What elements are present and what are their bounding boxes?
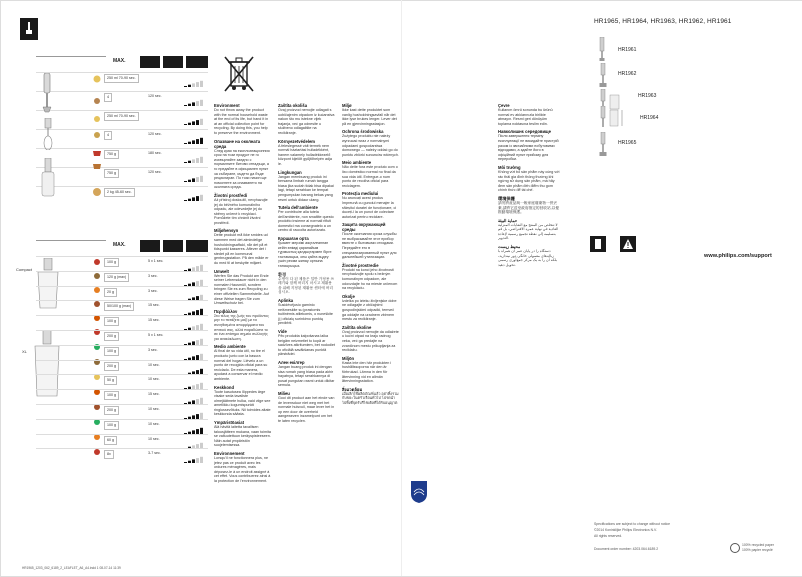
speed-indicator	[182, 74, 204, 92]
speed-bars-icon	[182, 80, 204, 87]
table-row-line	[36, 148, 208, 149]
section-text: Ikke kast dette produktet som vanlig husholdningsavfall når det ikke lyse brukes lenger. Lever det på en gjenvinningsstasjon.	[342, 108, 397, 126]
product-label-3: HR1963	[638, 93, 657, 99]
speed-indicator	[182, 188, 204, 206]
table-row-speed: 10 sec.	[148, 362, 160, 367]
section-text: Jangan buang produk ini dengan sisa rumah yang biasa pada akhir hayatnya, tetapi serahkannya di pusat pungutan rasmi untuk dikitar semula.	[278, 364, 335, 388]
section-text: เมื่อเลิกใช้ผลิตภัณฑ์แล้ว อย่าทิ้งรวมกับขยะในครัวเรือนทั่วไป โปรดนำไปทิ้งที่จุดรับรีไซเคิลที่ได้รับอนุญาต	[342, 391, 399, 405]
section-text: Não deite fora este produto com o lixo doméstico normal no final da sua vida útil. Entregue-o num ponto de recolha oficial para reciclagem.	[342, 165, 398, 188]
section-heading: Umwelt	[214, 268, 229, 274]
speed-indicator	[182, 93, 204, 111]
prod-img-2	[598, 63, 608, 87]
speed-indicator	[182, 131, 204, 149]
product-label-5: HR1965	[618, 140, 637, 146]
top-table-header	[36, 56, 208, 68]
table-row-speed: 10 sec.	[148, 436, 160, 441]
section-text: Қызмет мерзімі аяқталғаннан кейін өнімді қарапайым тұрмыстық қалдықтармен бірге тастамаңыз, оны қайта өңдеу үшін ресми жинау орнына тапсырыңыз.	[278, 241, 332, 269]
speed-bars-icon	[182, 194, 204, 201]
section-heading: Životné prostredie	[342, 262, 379, 268]
table-row-value: 750 g	[104, 150, 119, 159]
section-text: Στο τέλος της ζωής του προϊόντος μην το πετάξετε μαζί με τα συνηθισμένα απορρίμματα του σπιτιού σας, αλλά παραδώστε το σε ένα επίσημο σημείο συλλογής για ανακύκλωση.	[214, 313, 269, 341]
table-row-value: 4	[104, 131, 112, 140]
table-row-value: 50 g	[104, 376, 117, 385]
section-heading: Životní prostředí	[214, 192, 248, 198]
section-text: Al final de su vida útil, no tire el producto junto con la basura normal del hogar. Llévelo a un punto de recogida oficial para su reciclado. De esta manera, ayudará a conservar el medio ambiente.	[214, 349, 268, 381]
table-row-line	[36, 286, 208, 287]
speed-bars-icon	[182, 99, 204, 106]
brand-logo-box	[20, 18, 38, 40]
table-row-speed: 120 sec.	[148, 94, 162, 98]
table-row-speed: 10 sec.	[148, 421, 160, 426]
section-heading: Lingkungan	[278, 169, 302, 175]
product-label-2: HR1962	[618, 71, 637, 77]
section-heading: Környezetvédelem	[278, 138, 316, 144]
table-row-value: 100 g	[104, 317, 119, 326]
speed-bars-icon	[182, 156, 204, 163]
section-heading: Tutela dell'ambiente	[278, 205, 318, 211]
section-heading: Ален екілгер	[278, 359, 305, 365]
section-heading: Milieu	[278, 390, 290, 396]
section-heading: Защита окружающей среды	[342, 222, 386, 233]
document-number: Document order number: 4203.064.6189.2	[594, 547, 659, 551]
table-row-line	[36, 330, 208, 331]
bottom-table-header	[36, 240, 208, 252]
table-row-speed: 120 sec.	[148, 132, 162, 136]
support-website[interactable]: www.philips.com/support	[704, 253, 772, 259]
table-row-speed: 3-7 sec.	[148, 451, 161, 456]
compact-label: Compact	[16, 267, 33, 272]
section-heading: Περιβάλλον	[214, 308, 238, 314]
speed-bars-icon	[182, 456, 204, 463]
speed-indicator	[182, 450, 204, 468]
table-row-line	[36, 315, 208, 316]
table-row-value: 250 ml 70-90 sec.	[104, 112, 139, 121]
section-text: Až přístroj dosloužil, nevyhazujte jej do běžného komunálního odpadu, ale odevzdejte jej do sběrny určené k recyklaci. Pomůžete tím chránit životní prostředí.	[214, 197, 268, 225]
section-text: Nu aruncați acest produs împreună cu gunoiul menajer la sfârșitul duratei de funcționare, ci duceți-l la un punct de colectare autorizat pentru reciclare.	[342, 196, 397, 219]
table-row-value: 8x	[104, 450, 114, 459]
section-heading: 環境保護	[498, 195, 515, 201]
table-row-line	[36, 434, 208, 435]
table-row-line	[36, 129, 208, 130]
section-heading: Okolje	[342, 293, 355, 299]
section-heading: Miljön	[342, 355, 355, 361]
section-heading: Ochrona środowiska	[342, 129, 384, 135]
table-row-speed: 5 x 1 sec.	[148, 333, 164, 337]
product-label-1: HR1961	[618, 47, 637, 53]
product-label-4: HR1964	[640, 115, 659, 121]
copyright: ©2014 Koninklijke Philips Electronics N.V.	[594, 528, 657, 532]
section-heading: Vide	[278, 328, 287, 334]
recycle-paper-icon	[730, 543, 740, 553]
table-row-line	[36, 374, 208, 375]
section-text: Pēc produkta kalpošanas laika beigām neizmetiet to kopā ar sadzīves atkritumiem, bet nododiet to oficiālā savākšanas punktā pārstrādei.	[278, 333, 335, 357]
table-row-value: 50/100 g (max)	[104, 302, 134, 311]
file-slug: HR1965_1203_062_6189_2_LEAFLET_A6_A4.indd 1 08-07-14 11:39	[22, 566, 121, 570]
speed-bars-icon	[182, 118, 204, 125]
xl-label: XL	[22, 349, 27, 354]
whisk-image	[41, 118, 55, 150]
table-row-line	[36, 404, 208, 405]
section-text: Produkt na konci jeho životnosti nevyhadzujte spolu s bežným komunálnym odpadom, ale odovzdajte ho na mieste určenom na recykláciu.	[342, 267, 398, 291]
section-text: После окончания срока службы не выбрасывайте этот прибор вместе с бытовыми отходами. Передайте его в специализированный пункт для дальнейшей утилизации.	[342, 232, 397, 260]
header-block-1	[140, 56, 160, 68]
info-box-icon	[590, 236, 606, 252]
max-label-top: MAX.	[113, 58, 126, 64]
philips-shield-icon	[410, 480, 428, 504]
prod-img-5	[598, 132, 608, 156]
section-heading: Miljøhensyn	[214, 228, 239, 234]
section-text: След края на експлоатационния срок на този продукт не го изхвърляйте заедно с нормалните битови отпадъци, а го предайте в официален пункт за събиране, където да бъде рециклиран. По този начин ще помогнете за опазването на околната среда.	[214, 148, 270, 190]
header-block-5	[163, 240, 183, 252]
section-heading: 환경	[278, 271, 287, 277]
section-text: 수명이 다 된 제품은 일반 가정용 쓰레기와 함께 버리지 마시고 재활용을 위해 지정된 재활용 센터에 버리십시오.	[278, 276, 335, 295]
table-row-line	[36, 110, 208, 111]
section-text: Kasta inte den här produkten i hushållssoporna när den är förbrukad. Lämna in den för återvinning vid en allmän återvinningsstation.	[342, 360, 392, 384]
section-heading: Aplinka	[278, 298, 294, 303]
section-text: Ovaj proizvod nemojte odlagati s uobičajenim otpadom iz kućanstva nakon što mu istekne vijek trajanja, već ga odnesite u službeno odlagalište na recikliranje.	[278, 108, 335, 135]
section-text: Jangan membuang produk ini bersama limbah rumah tangga biasa jika sudah tidak bisa dipakai lagi, tetapi serahkan ke tempat pengumpulan barang bekas yang resmi untuk didaur ulang.	[278, 174, 334, 202]
section-heading: حماية البيئة	[498, 217, 518, 223]
table-row-line	[36, 72, 208, 73]
section-heading: Навколишнє середовище	[498, 129, 551, 135]
table-row-value: 100 g	[104, 258, 119, 267]
table-row-value: 100 g	[104, 347, 119, 356]
text-column-4	[498, 100, 560, 270]
table-row-line	[36, 186, 208, 187]
section-heading: Environment	[214, 103, 240, 108]
prod-img-1	[598, 37, 606, 61]
table-row-value: 200 g	[104, 332, 119, 341]
table-row-line	[36, 360, 208, 361]
max-label-bottom: MAX.	[113, 242, 126, 248]
rights: All rights reserved.	[594, 534, 623, 538]
section-text: دستگاه را در پایان عمر آن همراه با زباله‌های معمولی خانگی دور نیندازید، بلکه آن را به یک مرکز جمع‌آوری رسمی تحویل دهید.	[498, 249, 558, 267]
section-text: Dette produkt må ikke smides ud sammen med det almindelige husholdningsaffald, når det på et tidspunkt kasseres. Aflever det i stedet på en kommunal genbrugsstation. På den måde er du med til at beskytte miljøet.	[214, 233, 269, 266]
section-heading: Ympäristöasiat	[214, 420, 245, 426]
section-heading: Medio ambiente	[214, 344, 246, 350]
section-heading: Keskkond	[214, 384, 235, 390]
spec-notice: Specifications are subject to change without notice	[594, 522, 670, 526]
section-text: Kullanım ömrü sonunda bu ürünü normal ev atıklarınızla birlikte atmayın. Resmi geri dönüşüm toplama noktasına teslim edin.	[498, 108, 553, 126]
speed-bars-icon	[182, 175, 204, 182]
section-heading: محیط زیست	[498, 244, 521, 250]
table-row-value: 120 g (max)	[104, 273, 129, 282]
speed-indicator	[182, 169, 204, 187]
section-heading: Zaštita okoliša	[278, 103, 308, 108]
weee-bin-icon	[222, 52, 256, 94]
section-text: Do not throw away the product with the normal household waste at the end of its life, but hand it in at an official collection point for recycling. By doing this, you help to preserve the environment.	[214, 108, 269, 135]
section-text: Susidėvėjusio gaminio neišmeskite su įprastomis buitinėmis atliekomis, o nuneškite jį į oficialų surinkimo punktą perdirbti.	[278, 303, 333, 326]
prod-img-4	[598, 106, 628, 130]
section-text: Ovaj proizvod nemojte da odlažete u kućni otpad na kraju radnog veka, već ga predajte na zvaničnom mestu prikupljanja za reciklažu.	[342, 329, 399, 353]
speed-indicator	[182, 112, 204, 130]
table-row-line	[36, 389, 208, 390]
section-text: 請勿將產品與一般家庭廢棄物一併丟棄,請將它送至政府指定的回收站,以便推動環境保護。	[498, 200, 560, 215]
recycled-paper-fr: 100% papier recyclé	[742, 548, 773, 552]
table-row-line	[36, 448, 208, 449]
table-row-value: 2 kg 45-60 sec.	[104, 188, 135, 197]
table-row-value: 200 g	[104, 362, 119, 371]
table-row-speed: 15 sec.	[148, 303, 160, 308]
document-icon	[590, 236, 606, 252]
model-title: HR1965, HR1964, HR1963, HR1962, HR1961	[594, 18, 732, 25]
section-text: لا تتخلص من المنتج مع النفايات المنزلية العادية في نهاية عمره الافتراضي، بل قم بتسليمه إلى نقطة تجميع رسمية لإعادة التدوير.	[498, 222, 559, 241]
warning-box-icon	[620, 236, 636, 252]
text-column-2	[278, 100, 335, 540]
table-row-value: 60 g	[104, 436, 117, 445]
header-block-6	[186, 240, 208, 252]
table-row-speed: 15 sec.	[148, 392, 160, 397]
chopper-image	[40, 158, 56, 198]
food-icons-bottom	[90, 258, 104, 518]
table-row-speed: 15 sec.	[148, 318, 160, 323]
section-heading: Môi trường	[498, 164, 521, 170]
section-text: Izdelka po izteku življenjske dobe ne odlagajte z običajnimi gospodinjskimi odpadki, temveč ga oddajte na uradnem zbirnem mestu za recikliranje.	[342, 298, 397, 322]
table-row-line	[36, 271, 208, 272]
food-icons-top	[90, 74, 104, 204]
table-row-line	[36, 419, 208, 420]
table-row-value: 750 g	[104, 169, 119, 178]
table-row-speed: 120 sec.	[148, 170, 162, 174]
section-text: Älä hävitä laitetta tavallisen talousjätteen mukana, vaan toimita se valtuutettuun keräyspisteeseen. Näin autat ympäristön suojelemisessa.	[214, 425, 271, 448]
section-text: Werfen Sie das Produkt am Ende seiner Lebensdauer nicht in den normalen Hausmüll, sondern bringen Sie es zum Recycling zu einer offiziellen Sammelstelle. Auf diese Weise tragen Sie zum Umweltschutz bei.	[214, 273, 270, 306]
blender-image	[40, 73, 54, 113]
section-heading: Опазване на околната среда	[214, 138, 261, 149]
text-column-1	[214, 100, 271, 540]
recycled-paper-en: 100% recycled paper	[742, 543, 774, 547]
section-heading: Çevre	[498, 103, 510, 108]
fold-line	[401, 0, 402, 576]
table-row-speed: 5 x 1 sec.	[148, 259, 164, 263]
table-row-speed: 3 sec.	[148, 288, 158, 293]
section-heading: Қоршаған орта	[278, 236, 309, 242]
table-row-speed: 3 sec.	[148, 273, 158, 278]
warning-triangle-icon	[620, 236, 636, 252]
table-row-speed: 3 sec.	[148, 347, 158, 352]
section-heading: สิ่งแวดล้อม	[342, 386, 363, 392]
section-heading: Environnement	[214, 451, 245, 457]
header-block-4	[140, 240, 160, 252]
section-heading: Meio ambiente	[342, 160, 372, 166]
section-text: Per contribuire alla tutela dell'ambiente, non smaltite questo prodotto insieme ai normali rifiuti domestici ma consegnatelo a un centro di raccolta autorizzato.	[278, 210, 334, 233]
table-row-line	[36, 167, 208, 168]
table-row-line	[36, 91, 208, 92]
section-text: Zużytego produktu nie należy wyrzucać wraz z normalnymi odpadami gospodarstwa domowego — należy oddać go do punktu zbiórki surowców wtórnych.	[342, 134, 399, 157]
speed-indicator	[182, 150, 204, 168]
section-text: Після завершення терміну експлуатації не викидайте пристрій разом із звичайними побутовими відходами, а здайте його в офіційний пункт прийому для переробки.	[498, 134, 559, 162]
table-row-value: 250 ml 70-90 sec.	[104, 74, 139, 83]
table-row-line	[36, 345, 208, 346]
section-text: Gooi dit product aan het einde van de levensduur niet weg met het normale huisvuil, maar lever het in op een door de overheid aangewezen inzamelpunt om het te laten recyclen.	[278, 395, 335, 423]
section-heading: Zaštita okoline	[342, 324, 372, 330]
table-row-value: 100 g	[104, 391, 119, 400]
table-row-speed: 10 sec.	[148, 377, 160, 382]
table-row-line	[36, 256, 208, 257]
section-text: Lorsqu'il ne fonctionnera plus, ne jetez pas ce produit avec les ordures ménagères, mais déposez-le à un endroit assigné à cet effet. Vous contribuerez ainsi à la protection de l'environnement.	[214, 456, 271, 483]
speed-bars-icon	[182, 137, 204, 144]
text-column-3	[342, 100, 399, 540]
section-heading: Miljø	[342, 103, 352, 108]
table-row-value: 200 g	[104, 406, 119, 415]
header-block-3	[186, 56, 208, 68]
table-row-value: 20 g	[104, 288, 117, 297]
table-row-value: 100 g	[104, 421, 119, 430]
header-block-2	[163, 56, 183, 68]
table-row-speed: 180 sec.	[148, 151, 162, 155]
table-row-value: 4	[104, 93, 112, 102]
section-text: A feleslegessé vált termék nem normál háztartási hulladékként, hanem valamely hulladékkezelő központ kijelölt gyűjtőhelyén adja le.	[278, 143, 332, 166]
section-text: Toote kasutusea lõppedes ärge visake seda tavaliste olmejäätmete hulka, vaid viige see ametlikku kogumispunkti ringlussevõtuks. Nii toimides aitate keskkonda säästa.	[214, 389, 271, 417]
section-heading: Protecția mediului	[342, 191, 379, 197]
table-row-speed: 10 sec.	[148, 407, 160, 411]
section-text: Không vứt bỏ sản phẩm này cùng với rác thải gia đình thông thường khi ngừng sử dụng sản phẩm, mà hãy đem sản phẩm đến điểm thu gom chính thức để tái chế.	[498, 169, 560, 193]
table-row-line	[36, 300, 208, 301]
hand-icon	[20, 18, 38, 40]
